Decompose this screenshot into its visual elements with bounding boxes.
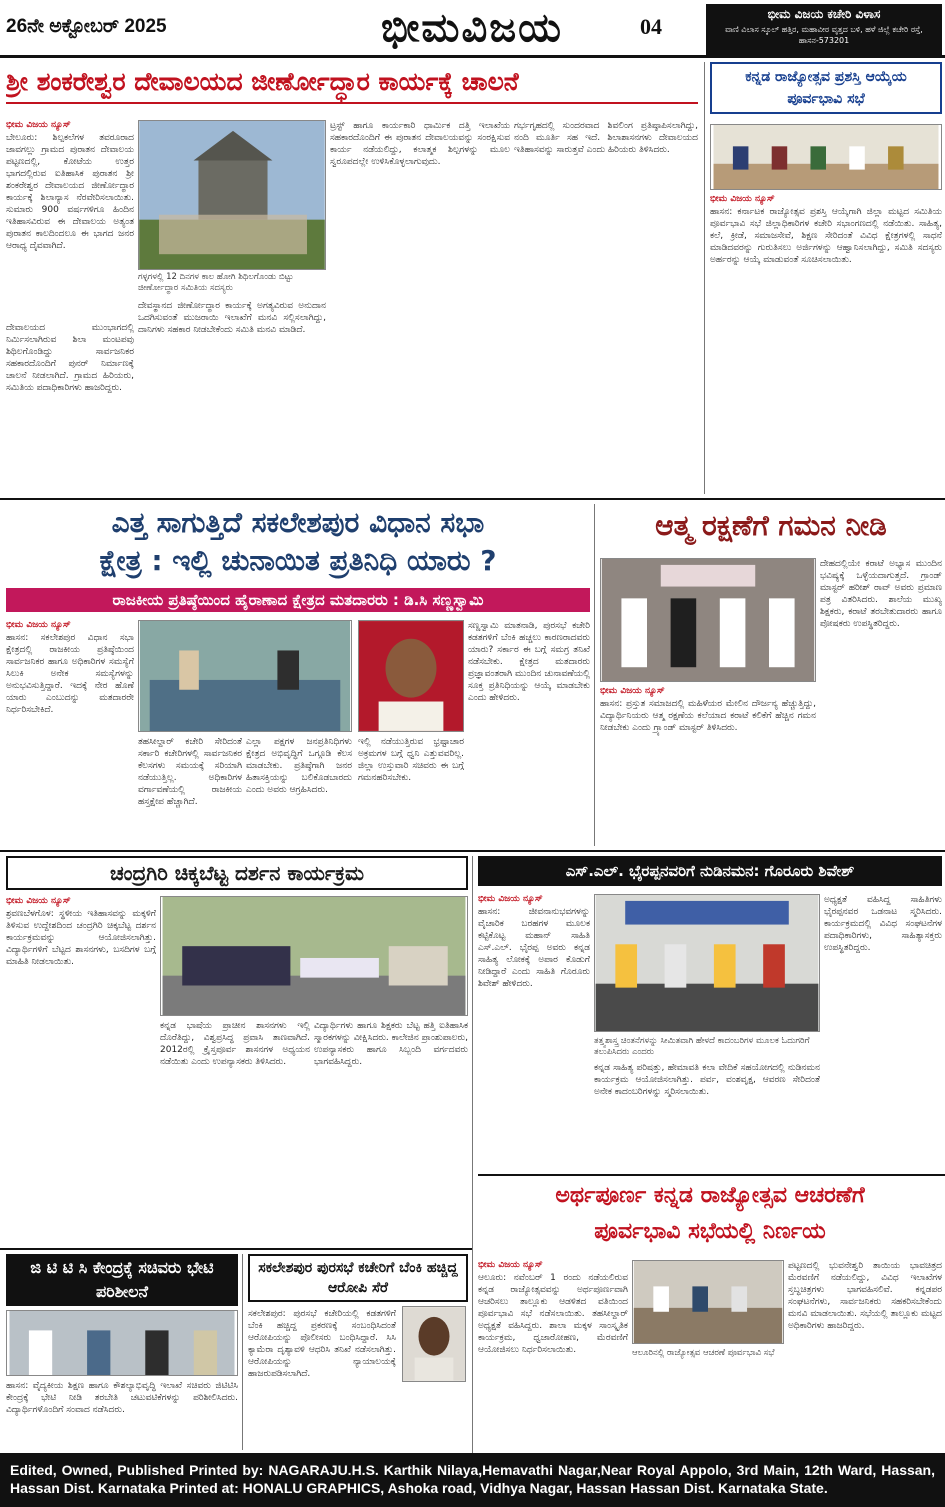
- story-temple-col5: ಗರ್ಭಗೃಹದಲ್ಲಿ ಸುಂದರವಾದ ಶಿವಲಿಂಗ ಪ್ರತಿಷ್ಠಾಪಿಸಲಾಗಿದ್ದು, ನಂದಿ ಮೂರ್ತಿ ಸಹ ಇದೆ. ಶಿಲಾಶಾಸನಗಳು ದೇವಾಲಯದ ಇತಿಹಾಸವನ್ನು ಸಾರುತ್ತವೆ ಎಂದು ಹಿರಿಯರು ತಿಳಿಸಿದರು.: [514, 121, 698, 155]
- meeting-illustration: [711, 125, 941, 189]
- section-rule: [0, 1248, 472, 1250]
- section-rule: [0, 850, 945, 852]
- story-sakleshpur: [6, 504, 590, 584]
- portrait-illustration: [359, 621, 463, 731]
- story-rajyotsava-award-body: [710, 194, 942, 494]
- story-rajyotsava-award-text: ಹಾಸನ: ಕರ್ನಾಟಕ ರಾಜ್ಯೋತ್ಸವ ಪ್ರಶಸ್ತಿ ಆಯ್ಕೆಗಾಗಿ ಜಿಲ್ಲಾ ಮಟ್ಟದ ಸಮಿತಿಯ ಪೂರ್ವಭಾವಿ ಸಭೆ ಜಿಲ್ಲಾಧಿಕಾರಿಗಳ ಕಚೇರಿ ಸಭಾಂಗಣದಲ್ಲಿ ನಡೆಯಿತು. ಸಾಹಿತ್ಯ, ಕಲೆ, ಕ್ರೀಡೆ, ಸಮಾಜಸೇವೆ, ಶಿಕ್ಷಣ ಸೇರಿದಂತೆ ವಿವಿಧ ಕ್ಷೇತ್ರಗಳಲ್ಲಿ ಸಾಧನೆ ಮಾಡಿದವರನ್ನು ಗುರುತಿಸಲು ಅರ್ಜಿಗಳನ್ನು ಆಹ್ವಾನಿಸಲಾಗಿದ್ದು, ಸಮಿತಿ ಸದಸ್ಯರು ಅರ್ಹರನ್ನು ಆಯ್ಕೆ ಮಾಡುವಂತೆ ಸೂಚಿಸಲಾಯಿತು.: [710, 207, 942, 265]
- story-self-defense-byline: ಭೀಮ ವಿಜಯ ನ್ಯೂಸ್: [600, 686, 665, 696]
- column-divider: [594, 504, 595, 846]
- story-chandragiri: [6, 856, 468, 892]
- story-temple-col2: ದೇವಾಲಯದ ಮುಂಭಾಗದಲ್ಲಿ ನಿರ್ಮಿಸಲಾಗಿರುವ ಶಿಲಾ ಮಂಟಪವು ಶಿಥಿಲಗೊಂಡಿದ್ದು ಸಾರ್ವಜನಿಕರ ಸಹಕಾರದೊಂದಿಗೆ ಪುನರ್ ನಿರ್ಮಾಣಕ್ಕೆ ಚಾಲನೆ ನೀಡಲಾಗಿದೆ. ಗ್ರಾಮದ ಹಿರಿಯರು, ಸಮಿತಿಯ ಪದಾಧಿಕಾರಿಗಳು ಹಾಜರಿದ್ದರು.: [6, 323, 134, 393]
- story-gtti: [6, 1254, 238, 1450]
- story-rajyotsava-award-headline: ಕನ್ನಡ ರಾಜ್ಯೋತ್ಸವ ಪ್ರಶಸ್ತಿ ಆಯ್ಕೆಯ ಪೂರ್ವಭಾವಿ ಸಭೆ: [710, 62, 942, 114]
- story-sakleshpur-col5: ಸಣ್ಣಸ್ವಾಮಿ ಮಾತನಾಡಿ, ಪುರಸಭೆ ಕಚೇರಿ ಕಡತಗಳಿಗೆ ಬೆಂಕಿ ಹಚ್ಚಲು ಕಾರಣರಾದವರು ಯಾರು? ಸರ್ಕಾರ ಈ ಬಗ್ಗೆ ಸಮಗ್ರ ತನಿಖೆ ನಡೆಸಬೇಕು. ಕ್ಷೇತ್ರದ ಮತದಾರರು ಪ್ರಜ್ಞಾವಂತರಾಗಿ ಮುಂದಿನ ಚುನಾವಣೆಯಲ್ಲಿ ಸೂಕ್ತ ಪ್ರತಿನಿಧಿಯನ್ನು ಆಯ್ಕೆ ಮಾಡಬೇಕು ಎಂದು ಹೇಳಿದರು.: [468, 621, 590, 703]
- footer-imprint: [0, 1453, 945, 1507]
- accused-photo: [402, 1306, 466, 1382]
- story-sakleshpur-col1-text: ಹಾಸನ: ಸಕಲೇಶಪುರ ವಿಧಾನ ಸಭಾ ಕ್ಷೇತ್ರದಲ್ಲಿ ರಾಜಕೀಯ ಪ್ರತಿಷ್ಠೆಯಿಂದ ಸಾರ್ವಜನಿಕರ ಹಾಗೂ ಅಧಿಕಾರಿಗಳ ಸಮಸ್ಯೆಗೆ ಸಿಲುಕಿ ಅನೇಕ ಸಮಸ್ಯೆಗಳನ್ನು ಅನುಭವಿಸುತ್ತಿದ್ದಾರೆ. ಇದಕ್ಕೆ ನೇರ ಹೊಣೆ ಯಾರು ಎಂಬುದನ್ನು ಮತದಾರರೇ ನಿರ್ಧರಿಸಬೇಕಿದೆ.: [6, 633, 134, 715]
- story-self-defense-col1-text: ಹಾಸನ: ಪ್ರಸ್ತುತ ಸಮಾಜದಲ್ಲಿ ಮಹಿಳೆಯರ ಮೇಲಿನ ದೌರ್ಜನ್ಯ ಹೆಚ್ಚುತ್ತಿದ್ದು, ವಿದ್ಯಾರ್ಥಿನಿಯರು ಆತ್ಮ ರಕ್ಷಣೆಯ ಕಲೆಯಾದ ಕರಾಟೆ ಕಲಿಕೆಗೆ ಹೆಚ್ಚಿನ ಗಮನ ನೀಡಬೇಕು ಎಂದು ಗ್ರ್ಯಾಂಡ್ ಮಾಸ್ಟರ್ ತಿಳಿಸಿದರು.: [600, 699, 816, 733]
- story-arthapoorna: [478, 1178, 942, 1256]
- students-photo: [160, 896, 468, 1016]
- story-gtti-body: ಹಾಸನ: ವೈದ್ಯಕೀಯ ಶಿಕ್ಷಣ ಹಾಗೂ ಕೌಶಲ್ಯಾಭಿವೃದ್ಧಿ ಇಲಾಖೆ ಸಚಿವರು ಜಿಟಿಟಿಸಿ ಕೇಂದ್ರಕ್ಕೆ ಭೇಟಿ ನೀಡಿ ತರಬೇತಿ ಚಟುವಟಿಕೆಗಳನ್ನು ಪರಿಶೀಲಿಸಿದರು. ವಿದ್ಯಾರ್ಥಿಗಳೊಂದಿಗೆ ಸಂವಾದ ನಡೆಸಿದರು.: [6, 1381, 238, 1415]
- story-sakleshpur-subhead: [6, 588, 590, 614]
- story-sakleshpur-col4: ಇಲ್ಲಿ ನಡೆಯುತ್ತಿರುವ ಭ್ರಷ್ಟಾಚಾರ ಅಕ್ರಮಗಳ ಬಗ್ಗೆ ಧ್ವನಿ ಎತ್ತುವವರಿಲ್ಲ. ಜಿಲ್ಲಾ ಉಸ್ತುವಾರಿ ಸಚಿವರು ಈ ಬಗ್ಗೆ ಗಮನಹರಿಸಬೇಕು.: [358, 737, 464, 783]
- meeting-illustration: [633, 1261, 783, 1343]
- story-temple-col4: ಟ್ರಸ್ಟ್ ಹಾಗೂ ಕಾರ್ಯಕಾರಿ ಧಾರ್ಮಿಕ ದತ್ತಿ ಇಲಾಖೆಯ ಸಹಕಾರದೊಂದಿಗೆ ಈ ಪುರಾತನ ದೇವಾಲಯವನ್ನು ಸಂರಕ್ಷಿಸುವ ಕಾರ್ಯ ನಡೆಯಲಿದ್ದು, ಕಲಾತ್ಮಕ ಶಿಲ್ಪಗಳನ್ನು ಮೂಲ ಸ್ವರೂಪದಲ್ಲೇ ಉಳಿಸಿಕೊಳ್ಳಲಾಗುವುದು.: [330, 121, 510, 167]
- story-chandragiri-col2: ಕನ್ನಡ ಭಾಷೆಯ ಪ್ರಾಚೀನ ಶಾಸನಗಳು ಇಲ್ಲಿ ದೊರೆತಿದ್ದು, ವಿಶ್ವಪ್ರಸಿದ್ಧ ಪ್ರವಾಸಿ ತಾಣವಾಗಿದೆ. 2012ರಲ್ಲಿ ಕ್ರೈಸ್ತಪೂರ್ವ ಶಾಸನಗಳ ಅಧ್ಯಯನ ನಡೆಯಿತು ಎಂದು ಉಪನ್ಯಾಸಕರು ತಿಳಿಸಿದರು.: [160, 1021, 310, 1067]
- karate-photo: [600, 558, 816, 682]
- story-arthapoorna-headline-1: ಅರ್ಥಪೂರ್ಣ ಕನ್ನಡ ರಾಜ್ಯೋತ್ಸವ ಆಚರಣೆಗೆ: [555, 1183, 865, 1208]
- story-rajyotsava-award-byline: ಭೀಮ ವಿಜಯ ನ್ಯೂಸ್: [710, 194, 775, 204]
- accused-illustration: [403, 1307, 465, 1381]
- office-address: ವಾಣಿ ವಿಲಾಸ ಸ್ಕೂಲ್ ಹತ್ತಿರ, ಮಹಾವೀರ ವೃತ್ತದ ಬಳಿ, ಹಳೆ ಜಿಲ್ಲೆ ಕಚೇರಿ ರಸ್ತೆ, ಹಾಸನ-573201: [725, 25, 923, 45]
- story-sakleshpur-col2: ತಹಸೀಲ್ದಾರ್ ಕಚೇರಿ ಸೇರಿದಂತೆ ಸರ್ಕಾರಿ ಕಚೇರಿಗಳಲ್ಲಿ ಸಾರ್ವಜನಿಕರ ಕೆಲಸಗಳು ಸಮಯಕ್ಕೆ ಸರಿಯಾಗಿ ನಡೆಯುತ್ತಿಲ್ಲ. ಅಧಿಕಾರಿಗಳ ವರ್ಗಾವಣೆಯಲ್ಲಿ ರಾಜಕೀಯ ಹಸ್ತಕ್ಷೇಪ ಹೆಚ್ಚಾಗಿದೆ.: [138, 737, 242, 807]
- story-bhyrappa-col2: ಕನ್ನಡ ಸಾಹಿತ್ಯ ಪರಿಷತ್ತು, ಹೇಮಾವತಿ ಕಲಾ ವೇದಿಕೆ ಸಹಯೋಗದಲ್ಲಿ ನುಡಿನಮನ ಕಾರ್ಯಕ್ರಮ ಆಯೋಜಿಸಲಾಗಿತ್ತು. ಪರ್ವ, ವಂಶವೃಕ್ಷ, ಆವರಣ ಸೇರಿದಂತೆ ಅನೇಕ ಕಾದಂಬರಿಗಳನ್ನು ಸ್ಮರಿಸಲಾಯಿತು.: [594, 1063, 820, 1097]
- column-divider: [242, 1254, 243, 1450]
- story-self-defense-col2: ದೇಹದಲ್ಲಿಯೇ ಕರಾಟೆ ಅಭ್ಯಾಸ ಮುಂದಿನ ಭವಿಷ್ಯಕ್ಕೆ ಒಳ್ಳೆಯದಾಗುತ್ತದೆ. ಗ್ರಾಂಡ್ ಮಾಸ್ಟರ್ ಹರೀಶ್ ರಾವ್ ಅವರು ಪ್ರಮಾಣ ಪತ್ರ ವಿತರಿಸಿದರು. ಶಾಲೆಯ ಮುಖ್ಯ ಶಿಕ್ಷಕರು, ಕರಾಟೆ ತರಬೇತುದಾರರು ಹಾಗೂ ಪೋಷಕರು ಉಪಸ್ಥಿತರಿದ್ದರು.: [820, 559, 942, 629]
- story-arthapoorna-byline: ಭೀಮ ವಿಜಯ ನ್ಯೂಸ್: [478, 1260, 543, 1270]
- story-arthapoorna-col1-text: ಆಲೂರು: ನವೆಂಬರ್ 1 ರಂದು ನಡೆಯಲಿರುವ ಕನ್ನಡ ರಾಜ್ಯೋತ್ಸವವನ್ನು ಅರ್ಥಪೂರ್ಣವಾಗಿ ಆಚರಿಸಲು ತಾಲ್ಲೂಕು ಆಡಳಿತದ ವತಿಯಿಂದ ಪೂರ್ವಭಾವಿ ಸಭೆ ನಡೆಸಲಾಯಿತು. ತಹಸೀಲ್ದಾರ್ ಅಧ್ಯಕ್ಷತೆ ವಹಿಸಿದ್ದರು. ಶಾಲಾ ಮಕ್ಕಳ ಸಾಂಸ್ಕೃತಿಕ ಕಾರ್ಯಕ್ರಮ, ಧ್ವಜಾರೋಹಣ, ಮೆರವಣಿಗೆ ಆಯೋಜಿಸಲು ನಿರ್ಧರಿಸಲಾಯಿತು.: [478, 1273, 628, 1355]
- event-illustration: [595, 895, 819, 1031]
- gtti-photo: [6, 1310, 238, 1376]
- story-self-defense-headline: ಆತ್ಮ ರಕ್ಷಣೆಗೆ ಗಮನ ನೀಡಿ: [655, 509, 887, 542]
- story-bhyrappa-headline: ಎಸ್.ಎಲ್. ಭೈರಪ್ಪನವರಿಗೆ ನುಡಿನಮನ: ಗೊರೂರು ಶಿವೇಶ್: [478, 856, 942, 886]
- story-sakleshpur-fire-body: ಸಕಲೇಶಪುರ: ಪುರಸಭೆ ಕಚೇರಿಯಲ್ಲಿ ಕಡತಗಳಿಗೆ ಬೆಂಕಿ ಹಚ್ಚಿದ್ದ ಪ್ರಕರಣಕ್ಕೆ ಸಂಬಂಧಿಸಿದಂತೆ ಆರೋಪಿಯನ್ನು ಪೊಲೀಸರು ಬಂಧಿಸಿದ್ದಾರೆ. ಸಿಸಿ ಕ್ಯಾಮೆರಾ ದೃಶ್ಯಾವಳಿ ಆಧರಿಸಿ ತನಿಖೆ ನಡೆಸಲಾಗಿತ್ತು. ಆರೋಪಿಯನ್ನು ನ್ಯಾಯಾಲಯಕ್ಕೆ ಹಾಜರುಪಡಿಸಲಾಗಿದೆ.: [248, 1309, 396, 1379]
- story-sakleshpur-subheadline: ರಾಜಕೀಯ ಪ್ರತಿಷ್ಠೆಯಿಂದ ಹೈರಾಣಾದ ಕ್ಷೇತ್ರದ ಮತದಾರರು : ಡಿ.ಸಿ ಸಣ್ಣಸ್ವಾಮಿ: [6, 588, 590, 612]
- arthapoorna-photo-caption: ಆಲೂರಿನಲ್ಲಿ ರಾಜ್ಯೋತ್ಸವ ಆಚರಣೆ ಪೂರ್ವಭಾವಿ ಸಭೆ: [632, 1348, 775, 1358]
- story-temple-col1-text: ಬೇಲೂರು: ಶಿಲ್ಪಕಲೆಗಳ ತವರೂರಾದ ಜಾವಗಲ್ಲು ಗ್ರಾಮದ ಪುರಾತನ ದೇವಾಲಯ ಪಟ್ಟಣದಲ್ಲಿ, ಕೋಟೆಯ ಉತ್ತರ ಭಾಗದಲ್ಲಿರುವ ಐತಿಹಾಸಿಕ ಪುರಾತನ ಶ್ರೀ ಶಂಕರೇಶ್ವರ ದೇವಾಲಯದ ಜೀರ್ಣೋದ್ಧಾರ ಕಾರ್ಯಕ್ಕೆ ಶಿಲಾನ್ಯಾಸ ನೆರವೇರಿಸಲಾಯಿತು. ಸುಮಾರು 900 ವರ್ಷಗಳಿಗೂ ಹಿಂದಿನ ಇತಿಹಾಸವಿರುವ ಈ ದೇವಾಲಯ ಅತ್ಯಂತ ಪುರಾತನ ಕಾಲದಿಂದಲೂ ಈ ಭಾಗದ ಜನರ ಆರಾಧ್ಯ ದೈವವಾಗಿದೆ.: [6, 133, 134, 251]
- office-address-box: [706, 4, 942, 56]
- story-self-defense-col1: [600, 686, 816, 846]
- story-bhyrappa-col1: [478, 894, 590, 1170]
- story-chandragiri-byline: ಭೀಮ ವಿಜಯ ನ್ಯೂಸ್: [6, 896, 71, 906]
- bhyrappa-event-photo: [594, 894, 820, 1032]
- story-temple-col3: ದೇವಸ್ಥಾನದ ಜೀರ್ಣೋದ್ಧಾರ ಕಾರ್ಯಕ್ಕೆ ಅಗತ್ಯವಿರುವ ಅನುದಾನ ಒದಗಿಸುವಂತೆ ಮುಜರಾಯಿ ಇಲಾಖೆಗೆ ಮನವಿ ಸಲ್ಲಿಸಲಾಗಿದ್ದು, ದಾನಿಗಳು ಸಹಕಾರ ನೀಡಬೇಕೆಂದು ಸಮಿತಿ ಮನವಿ ಮಾಡಿದೆ.: [138, 301, 326, 335]
- section-rule: [478, 1174, 945, 1176]
- office-illustration: [139, 621, 351, 731]
- arthapoorna-meeting-photo: [632, 1260, 784, 1344]
- footer-imprint-text: Edited, Owned, Published Printed by: NAGARAJU.H.S. Karthik Nilaya,Hemavathi Nagar,Near Royal Appolo, 3rd Main, 12th Ward, Hassan, Hassan Dist. Karnataka Printed at: HONALU GRAPHICS, Ashoka road, Vidhya Nagar, Hassan Hassan Dist. Karnataka State.: [10, 1462, 935, 1496]
- story-sakleshpur-byline: ಭೀಮ ವಿಜಯ ನ್ಯೂಸ್: [6, 620, 71, 630]
- story-chandragiri-col1: [6, 896, 156, 1244]
- story-sakleshpur-fire-headline: ಸಕಲೇಶಪುರ ಪುರಸಭೆ ಕಚೇರಿಗೆ ಬೆಂಕಿ ಹಚ್ಚಿದ್ದ ಆರೋಪಿ ಸೆರೆ: [248, 1254, 468, 1302]
- temple-photo: [138, 120, 326, 270]
- page-number: 04: [640, 14, 662, 39]
- award-meeting-photo: [710, 124, 942, 190]
- temple-photo-caption: ಗಳ್ಳಗಳಲ್ಲಿ 12 ದಿನಗಳ ಕಾಲ ಹೋಗಿ ಶಿಥಿಲಗೊಂಡು ಬಿಟ್ಟು ಜೀರ್ಣೋದ್ಧಾರ ಸಮಿತಿಯ ಸದಸ್ಯರು: [138, 272, 294, 293]
- office-address-title: ಭೀಮ ವಿಜಯ ಕಚೇರಿ ವಿಳಾಸ: [767, 7, 881, 21]
- office-photo: [138, 620, 352, 732]
- story-sakleshpur-headline-2: ಕ್ಷೇತ್ರ : ಇಲ್ಲಿ ಚುನಾಯಿತ ಪ್ರತಿನಿಧಿ ಯಾರು ?: [99, 544, 497, 577]
- temple-illustration: [139, 121, 325, 269]
- story-temple: [6, 62, 698, 116]
- story-arthapoorna-headline-2: ಪೂರ್ವಭಾವಿ ಸಭೆಯಲ್ಲಿ ನಿರ್ಣಯ: [594, 1219, 826, 1244]
- section-rule: [0, 498, 945, 500]
- bhyrappa-photo-caption: ತತ್ತ್ವಶಾಸ್ತ್ರ ಚಿಂತನೆಗಳನ್ನು ಸೀಮಿತವಾಗಿ ಹೇಳದೆ ಕಾದಂಬರಿಗಳ ಮೂಲಕ ಓದುಗರಿಗೆ ತಲುಪಿಸಿದರು ಎಂದರು: [594, 1036, 810, 1057]
- story-bhyrappa-col3: ಅಧ್ಯಕ್ಷತೆ ವಹಿಸಿದ್ದ ಸಾಹಿತಿಗಳು ಭೈರಪ್ಪನವರ ಒಡನಾಟ ಸ್ಮರಿಸಿದರು. ಕಾರ್ಯಕ್ರಮದಲ್ಲಿ ವಿವಿಧ ಸಂಘಟನೆಗಳ ಪದಾಧಿಕಾರಿಗಳು, ಸಾಹಿತ್ಯಾಸಕ್ತರು ಉಪಸ್ಥಿತರಿದ್ದರು.: [824, 895, 942, 953]
- karate-illustration: [601, 559, 815, 681]
- story-chandragiri-col3: ವಿದ್ಯಾರ್ಥಿಗಳು ಹಾಗೂ ಶಿಕ್ಷಕರು ಬೆಟ್ಟ ಹತ್ತಿ ಐತಿಹಾಸಿಕ ಸ್ಮಾರಕಗಳನ್ನು ವೀಕ್ಷಿಸಿದರು. ಕಾಲೇಜಿನ ಪ್ರಾಂಶುಪಾಲರು, ಉಪನ್ಯಾಸಕರು ಹಾಗೂ ಸಿಬ್ಬಂದಿ ವರ್ಗದವರು ಭಾಗವಹಿಸಿದ್ದರು.: [314, 1021, 468, 1067]
- column-divider: [704, 62, 705, 494]
- newspaper-title: ಭೀಮವಿಜಯ: [381, 5, 563, 51]
- masthead: [0, 0, 945, 58]
- story-temple-byline: ಭೀಮ ವಿಜಯ ನ್ಯೂಸ್: [6, 120, 71, 130]
- column-divider: [472, 856, 473, 1456]
- story-bhyrappa-byline: ಭೀಮ ವಿಜಯ ನ್ಯೂಸ್: [478, 894, 543, 904]
- story-sakleshpur-col3: ಎಲ್ಲಾ ಪಕ್ಷಗಳ ಜನಪ್ರತಿನಿಧಿಗಳು ಕ್ಷೇತ್ರದ ಅಭಿವೃದ್ಧಿಗೆ ಒಗ್ಗೂಡಿ ಕೆಲಸ ಮಾಡಬೇಕು. ಪ್ರತಿಷ್ಠೆಗಾಗಿ ಜನರ ಹಿತಾಸಕ್ತಿಯನ್ನು ಬಲಿಕೊಡಬಾರದು ಎಂದು ಅವರು ಆಗ್ರಹಿಸಿದರು.: [246, 737, 352, 795]
- gtti-illustration: [7, 1311, 237, 1375]
- story-self-defense: [600, 504, 942, 552]
- story-temple-col1: [6, 120, 134, 320]
- story-arthapoorna-col2: ಪಟ್ಟಣದಲ್ಲಿ ಭುವನೇಶ್ವರಿ ತಾಯಿಯ ಭಾವಚಿತ್ರದ ಮೆರವಣಿಗೆ ನಡೆಯಲಿದ್ದು, ವಿವಿಧ ಇಲಾಖೆಗಳ ಸ್ತಬ್ಧಚಿತ್ರಗಳು ಭಾಗವಹಿಸಲಿವೆ. ಕನ್ನಡಪರ ಸಂಘಟನೆಗಳು, ಸಾರ್ವಜನಿಕರು ಸಹಕರಿಸಬೇಕೆಂದು ಮನವಿ ಮಾಡಲಾಯಿತು. ಸಭೆಯಲ್ಲಿ ತಾಲ್ಲೂಕು ಮಟ್ಟದ ಅಧಿಕಾರಿಗಳು ಹಾಜರಿದ್ದರು.: [788, 1261, 942, 1331]
- story-sakleshpur-col1: [6, 620, 134, 846]
- students-illustration: [161, 897, 467, 1015]
- issue-date: 26ನೇ ಅಕ್ಟೋಬರ್ 2025: [6, 16, 167, 37]
- story-bhyrappa-col1-text: ಹಾಸನ: ಜೀವನಾನುಭವಗಳನ್ನು ವೈಚಾರಿಕ ಬರಹಗಳ ಮೂಲಕ ಕಟ್ಟಿಕೊಟ್ಟ ಮಹಾನ್ ಸಾಹಿತಿ ಎಸ್.ಎಲ್. ಭೈರಪ್ಪ ಅವರು ಕನ್ನಡ ಸಾಹಿತ್ಯ ಲೋಕಕ್ಕೆ ಅಪಾರ ಕೊಡುಗೆ ನೀಡಿದ್ದಾರೆ ಎಂದು ಸಾಹಿತಿ ಗೊರೂರು ಶಿವೇಶ್ ಹೇಳಿದರು.: [478, 907, 590, 989]
- story-gtti-headline: ಜಿ ಟಿ ಟಿ ಸಿ ಕೇಂದ್ರಕ್ಕೆ ಸಚಿವರು ಭೇಟಿ ಪರಿಶೀಲನೆ: [6, 1254, 238, 1306]
- story-arthapoorna-col1: [478, 1260, 628, 1450]
- story-bhyrappa: [478, 856, 942, 890]
- story-sakleshpur-headline-1: ಎತ್ತ ಸಾಗುತ್ತಿದೆ ಸಕಲೇಶಪುರ ವಿಧಾನ ಸಭಾ: [111, 506, 485, 539]
- story-sakleshpur-fire: [248, 1254, 468, 1450]
- story-rajyotsava-award: [710, 62, 942, 120]
- story-chandragiri-col1-text: ಶ್ರವಣಬೆಳಗೊಳ: ಸ್ಥಳೀಯ ಇತಿಹಾಸವನ್ನು ಮಕ್ಕಳಿಗೆ ತಿಳಿಸುವ ಉದ್ದೇಶದಿಂದ ಚಂದ್ರಗಿರಿ ಚಿಕ್ಕಬೆಟ್ಟ ದರ್ಶನ ಕಾರ್ಯಕ್ರಮವನ್ನು ಆಯೋಜಿಸಲಾಗಿತ್ತು. ವಿದ್ಯಾರ್ಥಿಗಳಿಗೆ ಬೆಟ್ಟದ ಶಾಸನಗಳು, ಬಸದಿಗಳ ಬಗ್ಗೆ ಮಾಹಿತಿ ನೀಡಲಾಯಿತು.: [6, 909, 156, 967]
- story-temple-headline: ಶ್ರೀ ಶಂಕರೇಶ್ವರ ದೇವಾಲಯದ ಜೀರ್ಣೋದ್ಧಾರ ಕಾರ್ಯಕ್ಕೆ ಚಾಲನೆ: [6, 62, 698, 104]
- dc-sannaswamy-photo: [358, 620, 464, 732]
- story-chandragiri-headline: ಚಂದ್ರಗಿರಿ ಚಿಕ್ಕಬೆಟ್ಟ ದರ್ಶನ ಕಾರ್ಯಕ್ರಮ: [6, 856, 468, 890]
